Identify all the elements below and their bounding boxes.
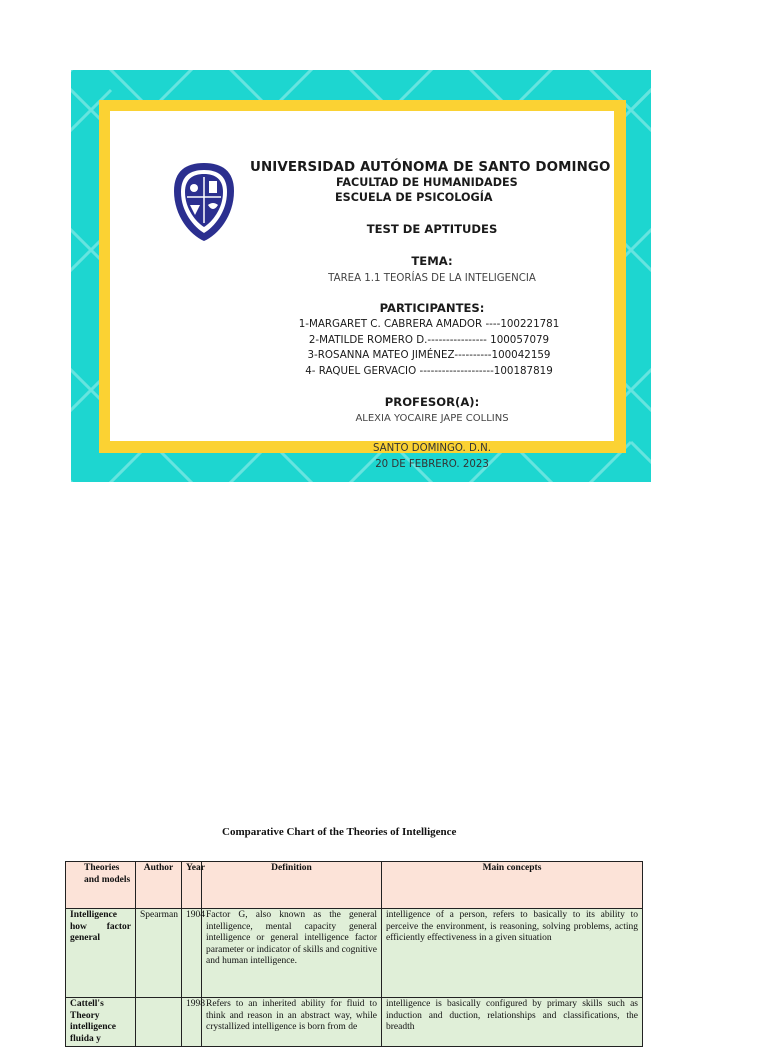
cell-author [136,998,182,1047]
participant-item: 4- RAQUEL GERVACIO --------------------100187819 [305,365,553,377]
table-header-row [66,862,643,909]
professor-name: ALEXIA YOCAIRE JAPE COLLINS [355,413,509,424]
tema-heading: TEMA: [411,254,453,268]
cell-main-concepts: intelligence of a person, refers to basically to its ability to perceive the environment, is reasoning, solving problems, acting efficiently effectiveness in a given situation [382,909,643,998]
tema-text: TAREA 1.1 TEORÍAS DE LA INTELIGENCIA [328,273,536,284]
document-title: Comparative Chart of the Theories of Intelligence [222,826,457,838]
cell-theory: Cattell's Theory intelligence fluida y [66,998,136,1047]
course-name: TEST DE APTITUDES [366,222,498,236]
school-name: ESCUELA DE PSICOLOGÍA [335,191,493,204]
header-definition: Definition [202,862,382,909]
cell-theory: Intelligence how factor general [66,909,136,998]
participants-heading: PARTICIPANTES: [379,301,485,315]
university-name: UNIVERSIDAD AUTÓNOMA DE SANTO DOMINGO [250,160,611,175]
header-year: Year [182,862,202,909]
header-author: Author [136,862,182,909]
date-text: 20 DE FEBRERO. 2023 [375,459,489,470]
city-text: SANTO DOMINGO. D.N. [373,443,491,454]
university-seal-icon [172,161,236,243]
professor-heading: PROFESOR(A): [384,395,480,409]
cover-image [71,70,651,482]
table-row [66,998,643,1047]
participant-item: 2-MATILDE ROMERO D.---------------- 100057079 [308,334,550,346]
comparative-table [65,861,643,1047]
participant-item: 1-MARGARET C. CABRERA AMADOR ----100221781 [298,318,560,330]
table-row [66,909,643,998]
cell-main-concepts: intelligence is basically configured by primary skills such as induction and duction, relationships and classifications, the breadth [382,998,643,1047]
participant-item: 3-ROSANNA MATEO JIMÉNEZ----------100042159 [307,349,551,361]
cell-year: 1998 [182,998,202,1047]
faculty-name: FACULTAD DE HUMANIDADES [336,176,518,189]
cell-definition: Factor G, also known as the general intelligence, mental capacity general intelligence or general intelligence factor parameter or indicator of skills and cognitive and human intelligence. [202,909,382,998]
header-theories: Theories and models [66,862,136,909]
header-main-concepts: Main concepts [382,862,643,909]
cell-author: Spearman [136,909,182,998]
cell-year: 1904 [182,909,202,998]
cover-card [110,111,614,470]
cell-definition: Refers to an inherited ability for fluid to think and reason in an abstract way, while crystallized intelligence is born from de [202,998,382,1047]
